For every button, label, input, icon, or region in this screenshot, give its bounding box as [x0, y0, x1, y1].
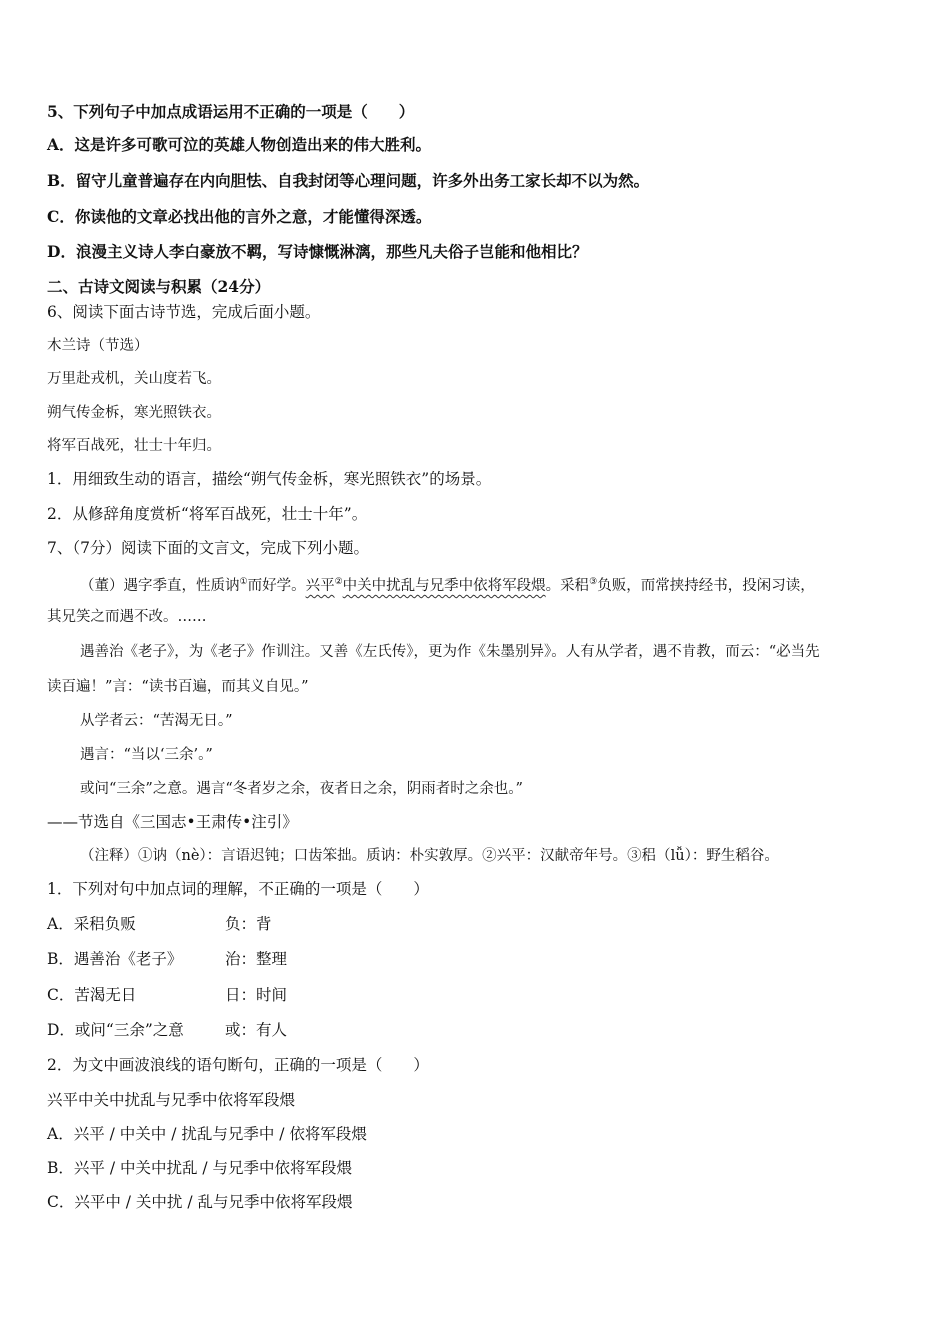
footnote-mark: ① [239, 577, 248, 587]
q6-stem: 6、阅读下面古诗节选，完成后面小题。 [47, 303, 321, 321]
q7-sub1-option-b-meaning: 治：整理 [225, 950, 288, 968]
poem-line: 朔气传金柝，寒光照铁衣。 [47, 405, 221, 421]
wavy-sentence: 中关中扰乱与兄季中依将军段煨 [342, 577, 546, 594]
q5-option-b: B．留守儿童普遍存在内向胆怯、自我封闭等心理问题，许多外出务工家长却不以为然。 [47, 171, 650, 190]
passage-paragraph-4: 遇言：“当以‘三余’。” [80, 747, 213, 763]
q7-sub2-option-b: B．兴平 / 中关中扰乱 / 与兄季中依将军段煨 [47, 1159, 353, 1177]
passage-source: ——节选自《三国志•王肃传•注引》 [47, 813, 298, 831]
wavy-sentence-part: 兴平 [305, 577, 335, 594]
q7-sub2-option-c: C．兴平中 / 关中扰 / 乱与兄季中依将军段煨 [47, 1193, 353, 1211]
q7-stem: 7、（7分）阅读下面的文言文，完成下列小题。 [47, 539, 369, 557]
footnote-mark: ③ [589, 577, 598, 587]
q7-sub1-option-c-meaning: 日：时间 [225, 986, 288, 1004]
passage-text: 而好学。 [247, 577, 306, 594]
poem-line: 将军百战死，壮士十年归。 [47, 438, 221, 454]
q7-sub1-option-d: D．或问“三余”之意 [47, 1021, 184, 1039]
section-title: 二、古诗文阅读与积累（24分） [47, 277, 271, 296]
q6-sub2: 2．从修辞角度赏析“将军百战死，壮士十年”。 [47, 505, 368, 523]
passage-continuation: 读百遍！”言：“读书百遍，而其义自见。” [47, 679, 309, 695]
q7-sub1-stem: 1．下列对句中加点词的理解，不正确的一项是（ ） [47, 880, 429, 898]
q7-sub2-sentence: 兴平中关中扰乱与兄季中依将军段煨 [47, 1091, 296, 1109]
passage-continuation: 其兄笑之而遇不改。…… [47, 609, 207, 625]
passage-text: 负贩，而常挟持经书，投闲习读， [597, 577, 815, 594]
q6-sub1: 1．用细致生动的语言，描绘“朔气传金柝，寒光照铁衣”的场景。 [47, 470, 492, 488]
passage-text: 。采稆 [545, 577, 590, 594]
q5-option-d: D．浪漫主义诗人李白豪放不羁，写诗慷慨淋漓，那些凡夫俗子岂能和他相比？ [47, 242, 588, 261]
passage-paragraph-1 [80, 572, 815, 596]
q7-sub1-option-b: B．遇善治《老子》 [47, 950, 183, 968]
q7-sub1-option-a: A．采稆负贩 [47, 915, 136, 933]
q7-sub1-option-c: C．苦渴无日 [47, 986, 137, 1004]
q5-option-c: C．你读他的文章必找出他的言外之意，才能懂得深透。 [47, 207, 432, 226]
q7-sub2-stem: 2．为文中画波浪线的语句断句，正确的一项是（ ） [47, 1056, 429, 1074]
passage-paragraph-2: 遇善治《老子》，为《老子》作训注。又善《左氏传》，更为作《朱墨别异》。人有从学者，遇不肯教，而云：“必当先 [80, 644, 820, 660]
q5-stem: 5、下列句子中加点成语运用不正确的一项是（ ） [47, 102, 415, 121]
q7-sub2-option-a: A．兴平 / 中关中 / 扰乱与兄季中 / 依将军段煨 [47, 1125, 367, 1143]
poem-title: 木兰诗（节选） [47, 338, 149, 354]
q7-sub1-option-d-meaning: 或：有人 [225, 1021, 288, 1039]
passage-paragraph-3: 从学者云：“苦渴无日。” [80, 713, 233, 729]
footnote-mark: ② [334, 577, 343, 587]
poem-line: 万里赴戎机，关山度若飞。 [47, 371, 221, 387]
passage-paragraph-5: 或问“三余”之意。遇言“冬者岁之余，夜者日之余，阴雨者时之余也。” [80, 781, 523, 797]
q7-sub1-option-a-meaning: 负：背 [225, 915, 272, 933]
passage-notes: （注释）①讷（nè）：言语迟钝；口齿笨拙。质讷：朴实敦厚。②兴平：汉献帝年号。③稆（lǚ）：野生稻谷。 [80, 848, 779, 864]
q5-option-a: A．这是许多可歌可泣的英雄人物创造出来的伟大胜利。 [47, 135, 432, 154]
passage-text: （董）遇字季直，性质讷 [80, 577, 240, 594]
